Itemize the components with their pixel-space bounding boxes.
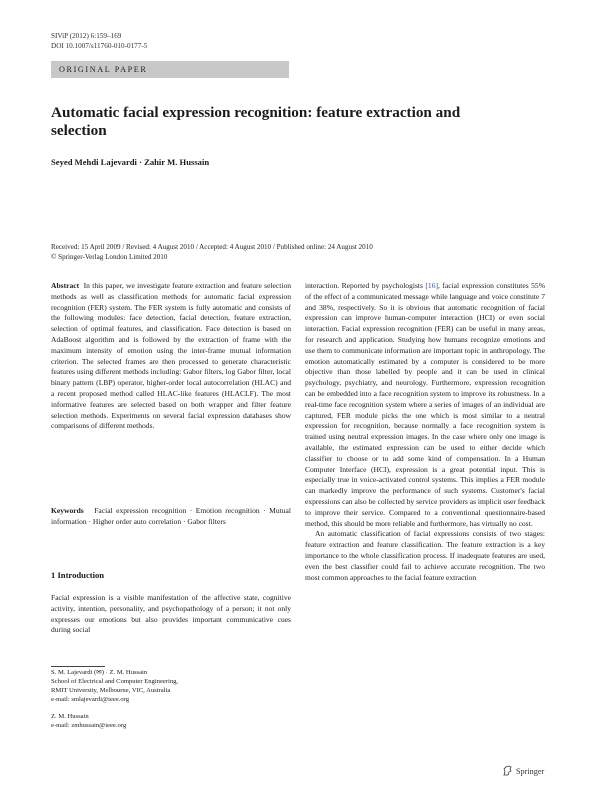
springer-horse-icon	[502, 765, 516, 778]
citation-link[interactable]: [16]	[425, 281, 438, 290]
keywords-text: Facial expression recognition · Emotion recognition · Mutual information · Higher order auto correlation · Gabor filters	[51, 506, 291, 526]
footnote-affiliation-1: School of Electrical and Computer Engineering,	[51, 678, 179, 686]
footnote-email-2[interactable]: e-mail: zmhussain@ieee.org	[51, 722, 127, 730]
paper-authors: Seyed Mehdi Lajevardi · Zahir M. Hussain	[51, 157, 210, 167]
right-paragraph-1: interaction. Reported by psychologists [16], facial expression constitutes 55% of the effect of a communicated message while language and voice constitute 7 and 38%, respectively. So it is obvious that automatic recognition of facial expression can improve human-computer interaction (HCI) or even social interaction. Facial expression recognition (FER) can be useful in many areas, for research and application. Studying how humans recognize emotions and use them to communicate information are important topic in anthropology. The emotion automatically estimated by a computer is considered to be more objective than those labelled by people and it can be used in clinical psychology, psychiatry, and neurology. Furthermore, expression recognition can be embedded into a face recognition system to improve its robustness. In a real-time face recognition system where a series of images of an individual are captured, FER module picks the one which is most similar to a neutral expression for recognition, because normally a face recognition system is trained using neutral expression images. In the case where only one image is available, the estimated expression can be used to either decide which classifier to choose or to add some kind of compensation. In a Human Computer Interface (HCI), expression is a great potential input. This is especially true in voice-activated control systems. This implies a FER module can markedly improve the performance of such systems. Customer's facial expressions can also be collected by service providers as implicit user feedback to improve their service. Compared to a conventional questionnaire-based method, this should be more reliable and furthermore, has virtually no cost.	[305, 281, 545, 528]
doi[interactable]: DOI 10.1007/s11760-010-0177-5	[51, 41, 148, 50]
footnote-affiliation-2: RMIT University, Melbourne, VIC, Australia	[51, 687, 171, 695]
right-paragraph-2: An automatic classification of facial expressions consists of two stages: feature extraction and feature classification. The feature extraction is a key importance to the whole classification process. If inadequate features are used, even the best classifier could fail to achieve accurate recognition. The two most common approaches to the facial feature extraction	[305, 529, 545, 582]
abstract-text: In this paper, we investigate feature extraction and feature selection methods as well as classification methods for automatic facial expression recognition (FER) system. The FER system is fully automatic and consists of the following modules: face detection, facial detection, feature extraction, selection of optimal features, and classification. Face detection is based on AdaBoost algorithm and is followed by the extraction of frame with the maximum intensity of emotion using the inter-frame mutual information criterion. The selected frames are then processed to generate characteristic features using different methods including: Gabor filters, log Gabor filter, local binary pattern (LBP) operator, higher-order local autocorrelation (HLAC) and a recent proposed method called HLAC-like features (HLACLF). The most informative features are selected based on both wrapper and filter feature selection methods. Experiments on several facial expression databases show comparisons of different methods.	[51, 281, 291, 431]
paper-title: Automatic facial expression recognition: feature extraction and selection	[51, 104, 461, 140]
footnote-rule	[51, 666, 105, 667]
publisher-name: Springer	[516, 767, 545, 776]
section-label-bar	[51, 61, 289, 78]
journal-citation: SIViP (2012) 6:159–169	[51, 32, 122, 40]
journal-meta	[51, 32, 147, 51]
right-column-text	[305, 281, 545, 583]
publication-history	[51, 243, 551, 262]
copyright-line: © Springer-Verlag London Limited 2010	[51, 252, 168, 261]
abstract-label: Abstract	[51, 281, 80, 290]
publisher-logo	[502, 765, 544, 778]
keywords-label: Keywords	[51, 506, 84, 515]
introduction-text: Facial expression is a visible manifestation of the affective state, cognitive activity, intention, personality, and psychopathology of a person; it not only expresses our emotions but also provides important communicative cues during social	[51, 593, 291, 635]
keywords	[51, 506, 291, 528]
footnote-author-2: Z. M. Hussain	[51, 713, 89, 721]
abstract	[51, 281, 291, 432]
footnote-email-1[interactable]: e-mail: smlajevardi@ieee.org	[51, 696, 130, 704]
author-footnote	[51, 668, 291, 731]
dates-line: Received: 15 April 2009 / Revised: 4 August 2010 / Accepted: 4 August 2010 / Published online: 24 August 2010	[51, 243, 373, 251]
introduction-paragraph	[51, 593, 291, 636]
section-label: ORIGINAL PAPER	[59, 65, 148, 74]
section-heading-introduction: 1 Introduction	[51, 570, 105, 580]
footnote-authors: S. M. Lajevardi (✉) · Z. M. Hussain	[51, 669, 148, 676]
